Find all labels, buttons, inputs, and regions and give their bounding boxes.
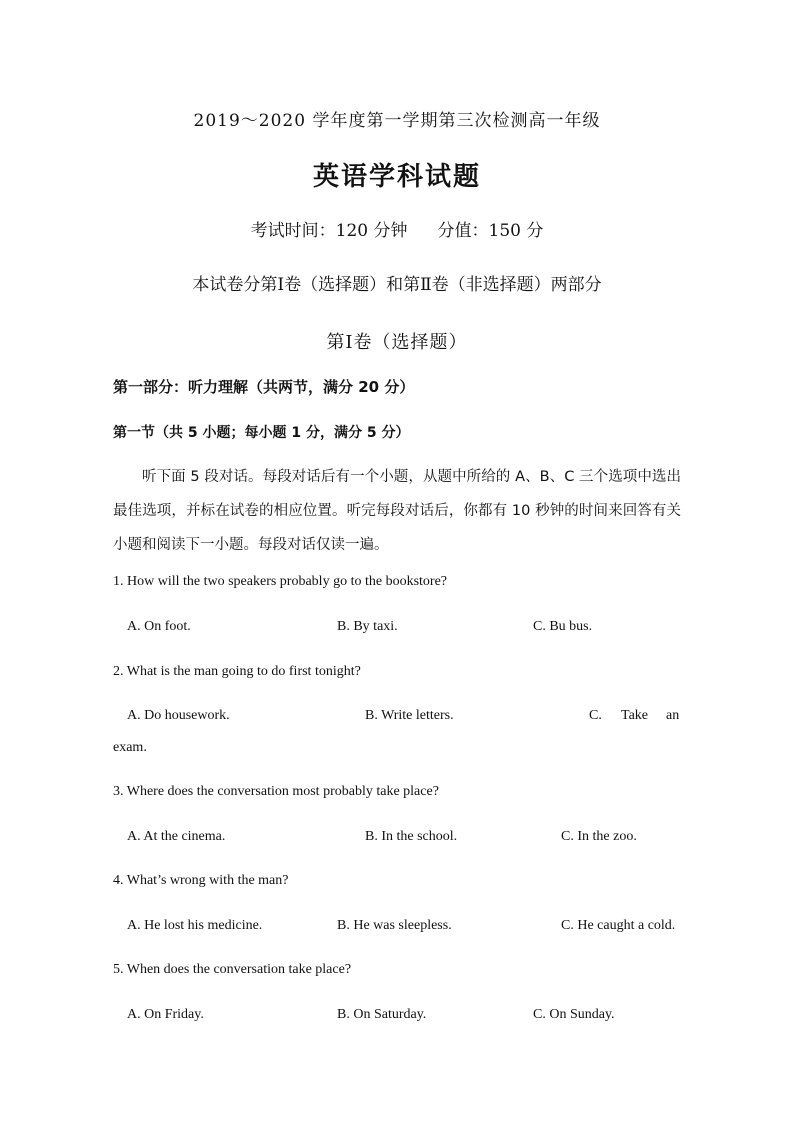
question-5-option-a: A. On Friday. [127, 1007, 204, 1022]
question-5-option-c: C. On Sunday. [533, 1007, 615, 1022]
question-1-stem: 1. How will the two speakers probably go to the bookstore? [113, 574, 447, 589]
question-1-option-c: C. Bu bus. [533, 619, 593, 634]
exam-time: 考试时间：120 分钟 [250, 221, 408, 241]
section1-title: 第一节（共 5 小题；每小题 1 分，满分 5 分） [113, 425, 410, 441]
instructions-paragraph [113, 460, 681, 562]
question-4-stem: 4. What’s wrong with the man? [113, 873, 289, 888]
question-2-option-c-label: C. [589, 708, 602, 723]
term-line: 2019～2020 学年度第一学期第三次检测高一年级 [193, 111, 601, 131]
part1-title: 第一部分：听力理解（共两节，满分 20 分） [113, 378, 415, 396]
question-3-option-a: A. At the cinema. [127, 829, 226, 844]
question-2-option-a: A. Do housework. [127, 708, 230, 723]
question-5-option-b: B. On Saturday. [337, 1007, 427, 1022]
exam-info [0, 216, 794, 241]
question-1-option-a: A. On foot. [127, 619, 191, 634]
question-3-stem: 3. Where does the conversation most probably take place? [113, 784, 439, 799]
volume-title: 第Ⅰ卷（选择题） [326, 332, 468, 353]
question-3-option-b: B. In the school. [365, 829, 458, 844]
question-4-option-a: A. He lost his medicine. [127, 918, 263, 933]
subject-title: 英语学科试题 [312, 162, 481, 192]
question-2-option-b: B. Write letters. [365, 708, 454, 723]
question-1-option-b: B. By taxi. [337, 619, 398, 634]
question-2-option-c-word2: an [666, 708, 680, 723]
question-2-option-c-continued: exam. [113, 740, 147, 755]
question-2-stem: 2. What is the man going to do first tonight? [113, 664, 361, 679]
instructions-text: 听下面 5 段对话。每段对话后有一个小题，从题中所给的 A、B、C 三个选项中选出最佳选项，并标在试卷的相应位置。听完每段对话后，你都有 10 秒钟的时间来回答有关小题和阅读下一小题。每段对话仅读一遍。 [113, 469, 681, 553]
question-4-option-c: C. He caught a cold. [561, 918, 676, 933]
question-3-option-c: C. In the zoo. [561, 829, 637, 844]
question-4-option-b: B. He was sleepless. [337, 918, 452, 933]
question-2-option-c-word1: Take [621, 708, 649, 723]
structure-note: 本试卷分第Ⅰ卷（选择题）和第Ⅱ卷（非选择题）两部分 [192, 275, 602, 295]
question-5-stem: 5. When does the conversation take place? [113, 962, 352, 977]
score-value: 分值：150 分 [437, 221, 544, 241]
